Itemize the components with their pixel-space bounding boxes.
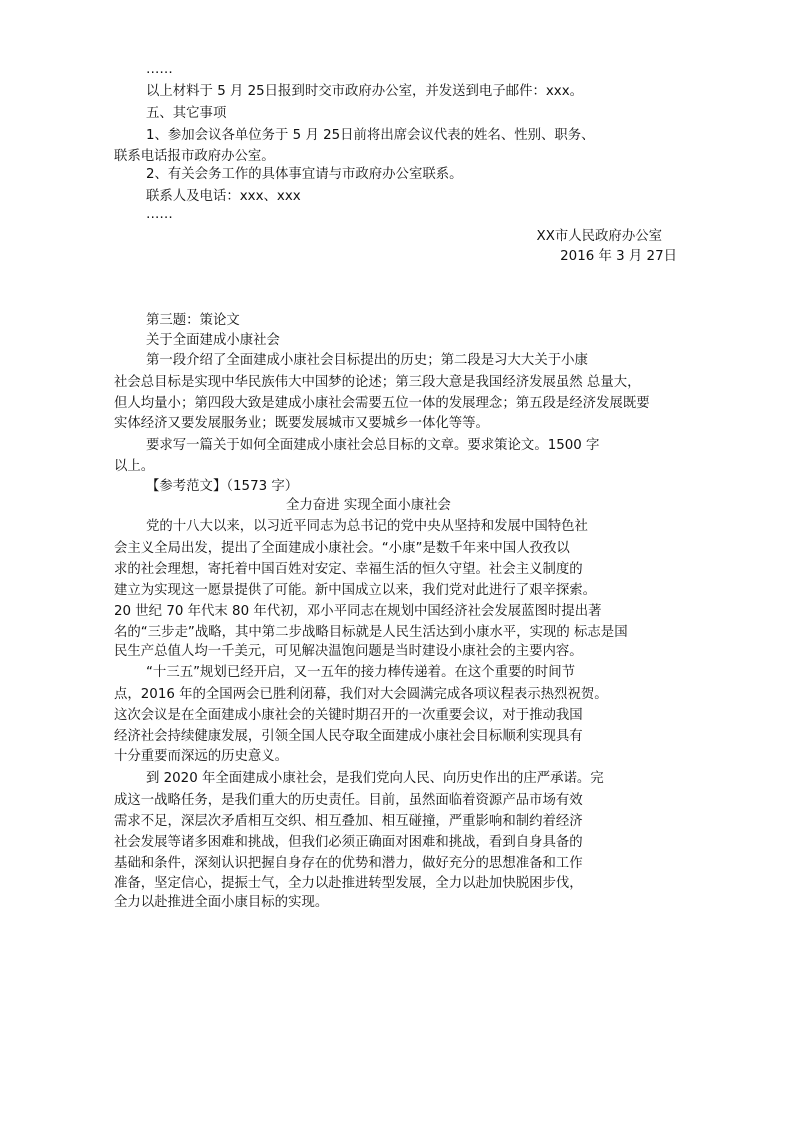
item-2: 2、有关会务工作的具体事宜请与市政府办公室联系。	[146, 167, 463, 182]
description-line: 社会总目标是实现中华民族伟大中国梦的论述；第三段大意是我国经济发展虽然 总量大，	[114, 375, 641, 390]
essay-p2-line: “十三五”规划已经开启，又一五年的接力棒传递着。在这个重要的时间节	[146, 665, 575, 680]
ellipsis-top: ……	[146, 62, 173, 77]
requirement-line: 以上。	[114, 459, 155, 474]
item-1-line-2: 联系电话报市政府办公室。	[114, 149, 275, 164]
essay-p3-line: 需求不足，深层次矛盾相互交织、相互叠加、相互碰撞，严重影响和制约着经济	[114, 814, 583, 829]
reference-label: 【参考范文】（1573 字）	[146, 479, 299, 494]
question-topic: 关于全面建成小康社会	[146, 333, 280, 348]
essay-p1-line: 党的十八大以来，以习近平同志为总书记的党中央从坚持和发展中国特色社	[146, 519, 588, 534]
essay-p1-line: 20 世纪 70 年代末 80 年代初，邓小平同志在规划中国经济社会发展蓝图时提出著	[114, 604, 602, 619]
essay-p1-line: 名的“三步走”战略，其中第二步战略目标就是人民生活达到小康水平，实现的 标志是国	[114, 625, 628, 640]
requirement-line: 要求写一篇关于如何全面建成小康社会总目标的文章。要求策论文。1500 字	[146, 438, 600, 453]
signature-org: XX市人民政府办公室	[536, 229, 662, 244]
section-title-other-matters: 五、其它事项	[146, 106, 227, 121]
submit-instruction: 以上材料于 5 月 25日报到时交市政府办公室，并发送到电子邮件：xxx。	[146, 84, 584, 99]
essay-p1-line: 民生产总值人均一千美元，可见解决温饱问题是当时建设小康社会的主要内容。	[114, 644, 583, 659]
essay-p2-line: 十分重要而深远的历史意义。	[114, 749, 289, 764]
essay-p2-line: 经济社会持续健康发展，引领全国人民夺取全面建成小康社会目标顺利实现具有	[114, 729, 583, 744]
essay-p2-line: 这次会议是在全面建成小康社会的关键时期召开的一次重要会议，对于推动我国	[114, 708, 583, 723]
essay-p1-line: 求的社会理想，寄托着中国百姓对安定、幸福生活的恒久守望。社会主义制度的	[114, 562, 583, 577]
essay-p3-line: 到 2020 年全面建成小康社会，是我们党向人民、向历史作出的庄严承诺。完	[146, 771, 604, 786]
contact-line: 联系人及电话：xxx、xxx	[146, 189, 301, 204]
signature-date: 2016 年 3 月 27日	[560, 249, 677, 264]
question-title: 第三题：策论文	[146, 313, 240, 328]
essay-p2-line: 点，2016 年的全国两会已胜利闭幕，我们对大会圆满完成各项议程表示热烈祝贺。	[114, 687, 608, 702]
essay-p3-line: 基础和条件，深刻认识把握自身存在的优势和潜力，做好充分的思想准备和工作	[114, 856, 583, 871]
essay-p3-line: 准备，坚定信心，提振士气，全力以赴推进转型发展，全力以赴加快脱困步伐，	[114, 876, 583, 891]
essay-p3-line: 全力以赴推进全面小康目标的实现。	[114, 895, 329, 910]
description-line: 但人均量小；第四段大致是建成小康社会需要五位一体的发展理念；第五段是经济发展既要	[114, 396, 650, 411]
essay-p1-line: 会主义全局出发，提出了全面建成小康社会。“小康”是数千年来中国人孜孜以	[114, 541, 570, 556]
item-1-line-1: 1、参加会议各单位务于 5 月 25日前将出席会议代表的姓名、性别、职务、	[146, 128, 595, 143]
ellipsis-bottom: ……	[146, 207, 173, 222]
essay-p3-line: 成这一战略任务，是我们重大的历史责任。目前，虽然面临着资源产品市场有效	[114, 793, 583, 808]
description-line: 第一段介绍了全面建成小康社会目标提出的历史；第二段是习大大关于小康	[146, 353, 588, 368]
essay-title: 全力奋进 实现全面小康社会	[286, 498, 451, 513]
essay-p3-line: 社会发展等诸多困难和挑战，但我们必须正确面对困难和挑战，看到自身具备的	[114, 835, 583, 850]
essay-p1-line: 建立为实现这一愿景提供了可能。新中国成立以来，我们党对此进行了艰辛探索。	[114, 583, 597, 598]
description-line: 实体经济又要发展服务业；既要发展城市又要城乡一体化等等。	[114, 416, 489, 431]
